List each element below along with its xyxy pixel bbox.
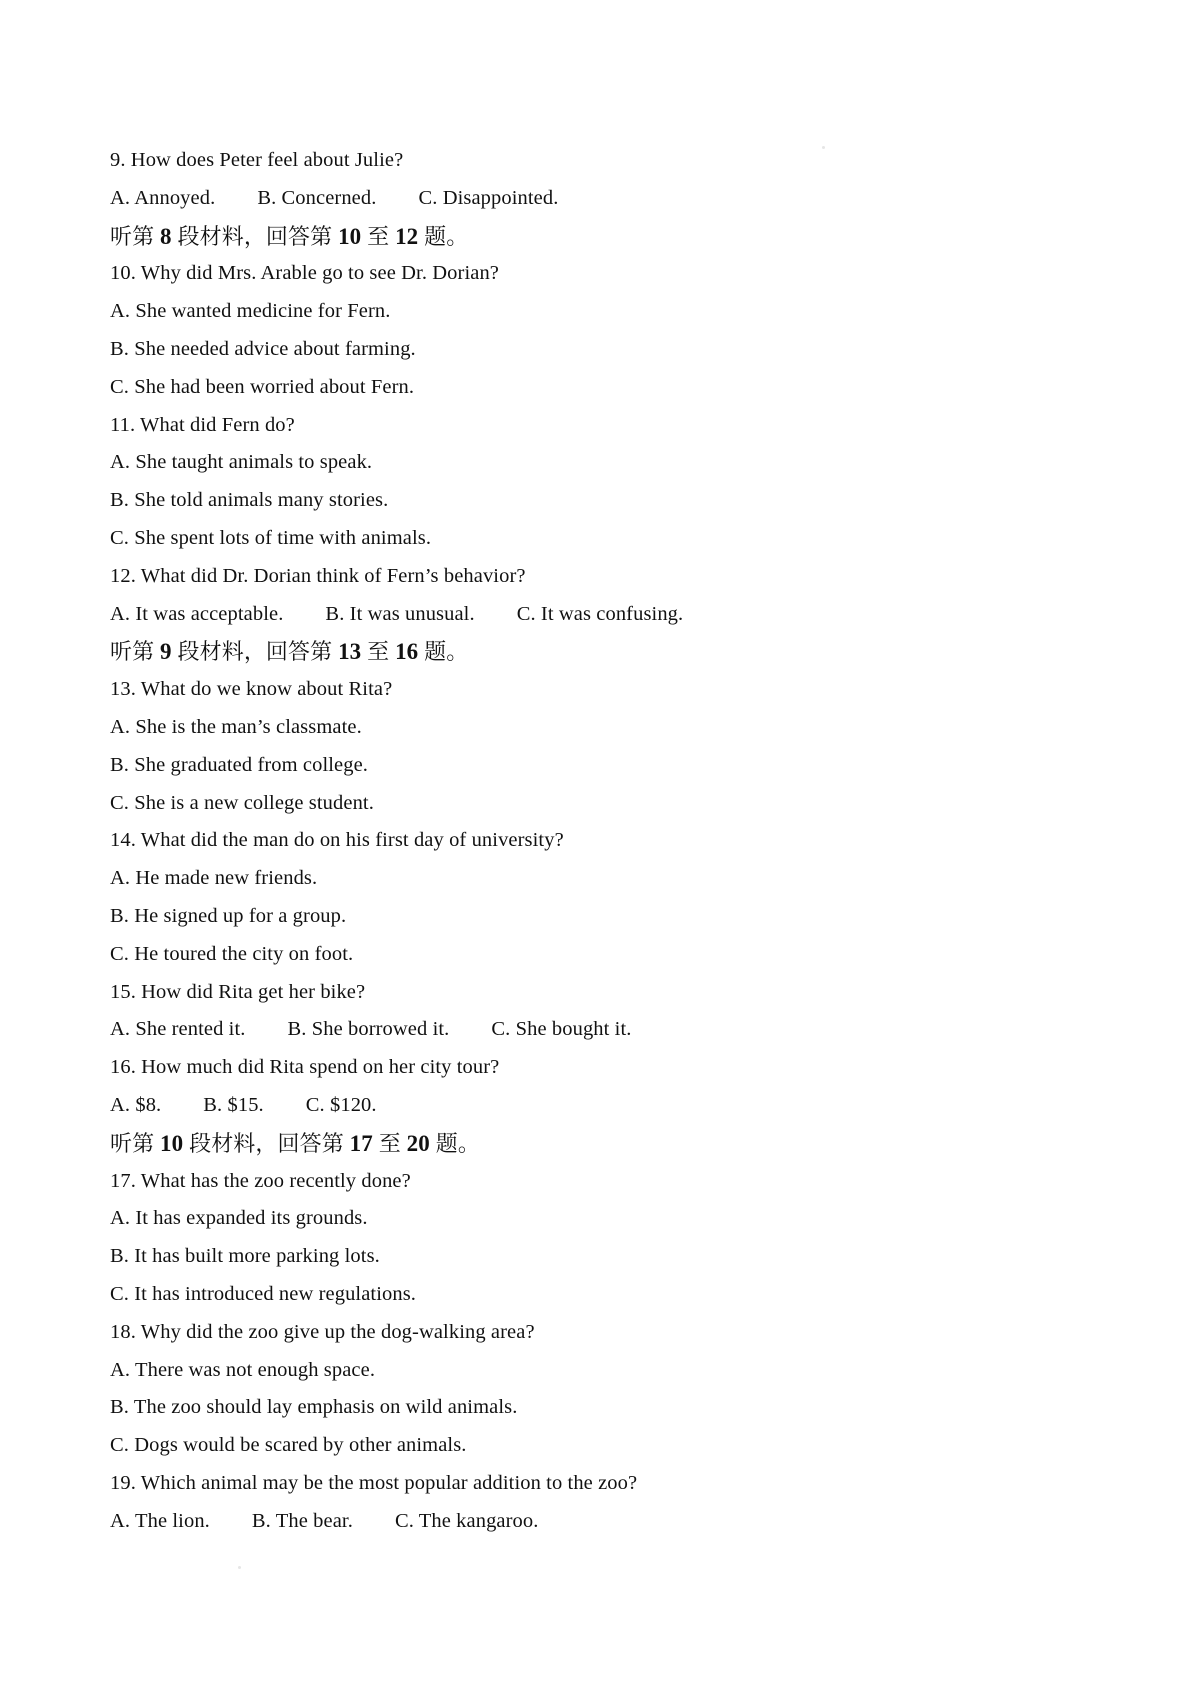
option-row: [110, 1087, 1110, 1125]
question-line: C. She spent lots of time with animals.: [110, 526, 432, 549]
option-a: A. The lion.: [110, 1509, 210, 1532]
option-row: [110, 180, 1110, 218]
question-line: 9. How does Peter feel about Julie?: [110, 149, 404, 171]
section-heading: 听第 8 段材料，回答第 10 至 12 题。: [110, 223, 469, 250]
question-line: B. The zoo should lay emphasis on wild animals.: [110, 1396, 518, 1419]
section-heading: 听第 9 段材料，回答第 13 至 16 题。: [110, 639, 469, 666]
option-a: A. It was acceptable.: [110, 602, 284, 625]
option-row: [110, 596, 1110, 634]
option-row: [110, 1011, 1110, 1049]
question-line: 18. Why did the zoo give up the dog-walking area?: [110, 1320, 535, 1343]
question-line: 15. How did Rita get her bike?: [110, 980, 366, 1003]
question-line: C. It has introduced new regulations.: [110, 1282, 417, 1305]
option-b: B. Concerned.: [257, 186, 377, 209]
option-b: B. It was unusual.: [325, 602, 475, 625]
question-list: [110, 142, 1110, 1540]
question-line: B. She needed advice about farming.: [110, 337, 416, 360]
option-a: A. Annoyed.: [110, 186, 216, 209]
option-b: B. She borrowed it.: [287, 1018, 450, 1041]
question-line: B. It has built more parking lots.: [110, 1245, 380, 1268]
option-c: C. The kangaroo.: [394, 1509, 539, 1532]
question-line: 19. Which animal may be the most popular addition to the zoo?: [110, 1471, 638, 1494]
option-a: A. She rented it.: [110, 1018, 246, 1041]
question-line: C. Dogs would be scared by other animals.: [110, 1434, 467, 1457]
question-line: A. He made new friends.: [110, 867, 318, 890]
question-line: B. She told animals many stories.: [110, 489, 389, 512]
option-a: A. $8.: [110, 1093, 162, 1116]
question-line: A. It has expanded its grounds.: [110, 1207, 368, 1230]
question-line: 10. Why did Mrs. Arable go to see Dr. Dorian?: [110, 262, 499, 285]
option-c: C. $120.: [305, 1093, 377, 1116]
option-b: B. $15.: [203, 1093, 264, 1116]
option-c: C. It was confusing.: [516, 602, 684, 625]
question-line: A. She taught animals to speak.: [110, 451, 373, 474]
question-line: 14. What did the man do on his first day of university?: [110, 829, 564, 852]
option-c: C. She bought it.: [491, 1018, 632, 1041]
question-line: 16. How much did Rita spend on her city tour?: [110, 1056, 500, 1079]
question-line: 17. What has the zoo recently done?: [110, 1169, 411, 1192]
question-line: A. She is the man’s classmate.: [110, 715, 362, 738]
question-line: A. There was not enough space.: [110, 1358, 376, 1381]
question-line: B. She graduated from college.: [110, 753, 369, 776]
question-line: C. She had been worried about Fern.: [110, 375, 415, 398]
question-line: 12. What did Dr. Dorian think of Fern’s behavior?: [110, 564, 526, 587]
question-line: B. He signed up for a group.: [110, 904, 347, 927]
scan-speck: [822, 146, 825, 149]
option-c: C. Disappointed.: [418, 186, 559, 209]
question-line: C. He toured the city on foot.: [110, 942, 354, 965]
scan-speck: [238, 1566, 241, 1569]
section-heading: 听第 10 段材料，回答第 17 至 20 题。: [110, 1130, 480, 1157]
option-row: [110, 1503, 1110, 1541]
question-line: C. She is a new college student.: [110, 791, 374, 814]
question-line: 11. What did Fern do?: [110, 413, 295, 436]
option-b: B. The bear.: [251, 1509, 353, 1532]
question-line: A. She wanted medicine for Fern.: [110, 300, 391, 323]
question-line: 13. What do we know about Rita?: [110, 678, 393, 701]
